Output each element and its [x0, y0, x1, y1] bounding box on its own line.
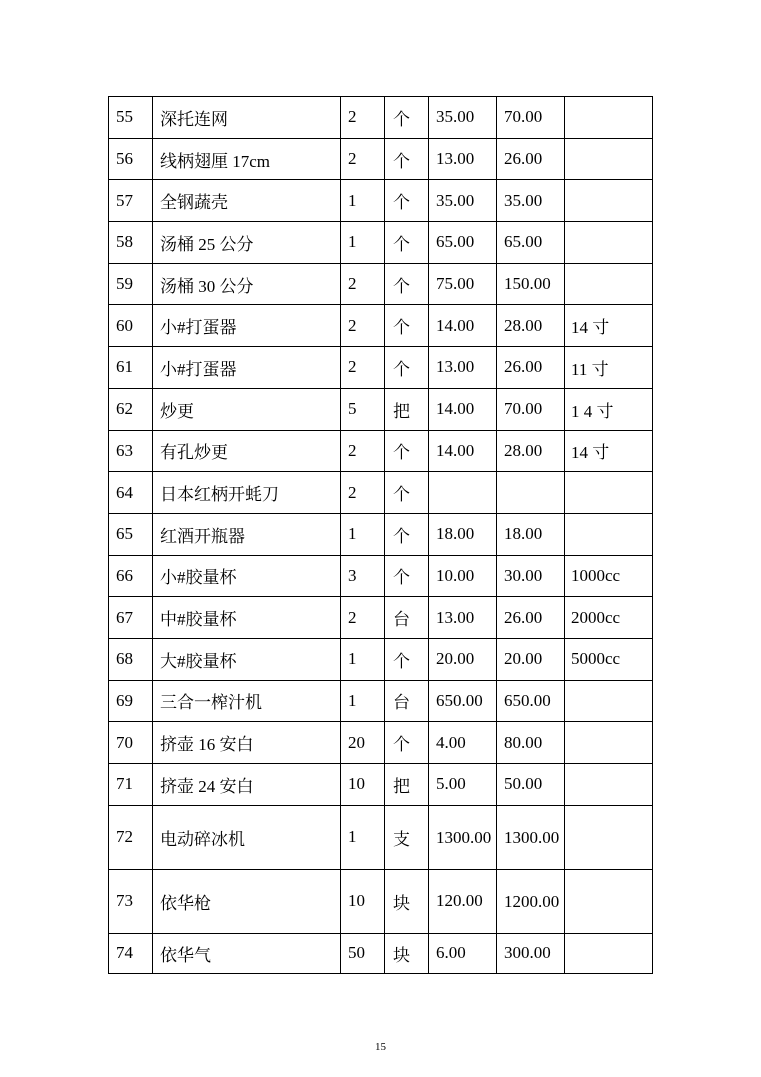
cell-no: 69 — [109, 680, 153, 722]
cell-note: 1 4 寸 — [565, 388, 653, 430]
cell-price: 1300.00 — [429, 805, 497, 869]
cell-name: 红酒开瓶器 — [153, 513, 341, 555]
cell-total: 1300.00 — [497, 805, 565, 869]
cell-unit: 台 — [385, 680, 429, 722]
cell-qty: 2 — [341, 97, 385, 139]
cell-no: 67 — [109, 597, 153, 639]
cell-price: 20.00 — [429, 638, 497, 680]
cell-unit: 把 — [385, 388, 429, 430]
cell-price: 5.00 — [429, 764, 497, 806]
cell-qty: 2 — [341, 138, 385, 180]
cell-no: 61 — [109, 347, 153, 389]
table-row — [109, 638, 653, 680]
cell-qty: 10 — [341, 764, 385, 806]
cell-name: 挤壶 16 安白 — [153, 722, 341, 764]
table-row — [109, 513, 653, 555]
cell-total: 150.00 — [497, 263, 565, 305]
cell-qty: 1 — [341, 180, 385, 222]
table-row — [109, 680, 653, 722]
cell-unit: 个 — [385, 222, 429, 264]
cell-qty: 3 — [341, 555, 385, 597]
page-number: 15 — [375, 1041, 386, 1053]
cell-note: 5000cc — [565, 638, 653, 680]
cell-price — [429, 472, 497, 514]
cell-no: 63 — [109, 430, 153, 472]
cell-total: 28.00 — [497, 430, 565, 472]
cell-note: 11 寸 — [565, 347, 653, 389]
table-row — [109, 305, 653, 347]
table-row — [109, 430, 653, 472]
cell-qty: 5 — [341, 388, 385, 430]
cell-unit: 个 — [385, 97, 429, 139]
cell-note — [565, 472, 653, 514]
cell-name: 小#胶量杯 — [153, 555, 341, 597]
cell-unit: 个 — [385, 472, 429, 514]
cell-no: 55 — [109, 97, 153, 139]
cell-name: 日本红柄开蚝刀 — [153, 472, 341, 514]
cell-unit: 块 — [385, 869, 429, 933]
cell-unit: 个 — [385, 347, 429, 389]
cell-note: 14 寸 — [565, 305, 653, 347]
cell-price: 4.00 — [429, 722, 497, 764]
table-row — [109, 597, 653, 639]
cell-no: 72 — [109, 805, 153, 869]
cell-total: 18.00 — [497, 513, 565, 555]
cell-total: 30.00 — [497, 555, 565, 597]
cell-no: 59 — [109, 263, 153, 305]
cell-qty: 20 — [341, 722, 385, 764]
cell-name: 挤壶 24 安白 — [153, 764, 341, 806]
cell-note — [565, 180, 653, 222]
table-row — [109, 97, 653, 139]
table-row — [109, 138, 653, 180]
cell-total: 300.00 — [497, 933, 565, 973]
cell-name: 小#打蛋器 — [153, 347, 341, 389]
cell-qty: 1 — [341, 513, 385, 555]
cell-name: 全钢蔬壳 — [153, 180, 341, 222]
cell-price: 14.00 — [429, 430, 497, 472]
cell-unit: 个 — [385, 513, 429, 555]
cell-qty: 2 — [341, 472, 385, 514]
cell-no: 74 — [109, 933, 153, 973]
cell-total: 70.00 — [497, 388, 565, 430]
cell-note — [565, 513, 653, 555]
cell-qty: 10 — [341, 869, 385, 933]
cell-qty: 2 — [341, 305, 385, 347]
table-row — [109, 472, 653, 514]
cell-total: 70.00 — [497, 97, 565, 139]
table-row — [109, 263, 653, 305]
cell-unit: 个 — [385, 638, 429, 680]
table-row — [109, 222, 653, 264]
cell-price: 35.00 — [429, 180, 497, 222]
inventory-table — [108, 96, 653, 974]
cell-note — [565, 222, 653, 264]
cell-note — [565, 933, 653, 973]
cell-note — [565, 263, 653, 305]
cell-price: 14.00 — [429, 388, 497, 430]
cell-no: 68 — [109, 638, 153, 680]
cell-unit: 支 — [385, 805, 429, 869]
cell-unit: 个 — [385, 722, 429, 764]
cell-total: 650.00 — [497, 680, 565, 722]
cell-unit: 个 — [385, 263, 429, 305]
cell-unit: 个 — [385, 555, 429, 597]
cell-note — [565, 138, 653, 180]
cell-name: 中#胶量杯 — [153, 597, 341, 639]
table-row — [109, 764, 653, 806]
cell-qty: 2 — [341, 430, 385, 472]
cell-name: 依华枪 — [153, 869, 341, 933]
cell-name: 三合一榨汁机 — [153, 680, 341, 722]
cell-unit: 台 — [385, 597, 429, 639]
cell-note — [565, 722, 653, 764]
table-row — [109, 805, 653, 869]
cell-note — [565, 764, 653, 806]
cell-name: 汤桶 30 公分 — [153, 263, 341, 305]
table-row — [109, 180, 653, 222]
cell-name: 有孔炒更 — [153, 430, 341, 472]
cell-note — [565, 680, 653, 722]
cell-unit: 个 — [385, 430, 429, 472]
cell-total: 35.00 — [497, 180, 565, 222]
cell-price: 18.00 — [429, 513, 497, 555]
cell-price: 65.00 — [429, 222, 497, 264]
cell-price: 120.00 — [429, 869, 497, 933]
table-row — [109, 933, 653, 973]
table-row — [109, 722, 653, 764]
cell-name: 汤桶 25 公分 — [153, 222, 341, 264]
cell-unit: 块 — [385, 933, 429, 973]
cell-qty: 2 — [341, 597, 385, 639]
cell-total: 26.00 — [497, 597, 565, 639]
table-row — [109, 555, 653, 597]
cell-note — [565, 97, 653, 139]
cell-no: 57 — [109, 180, 153, 222]
cell-total: 1200.00 — [497, 869, 565, 933]
cell-price: 35.00 — [429, 97, 497, 139]
cell-price: 13.00 — [429, 347, 497, 389]
cell-total — [497, 472, 565, 514]
cell-qty: 1 — [341, 638, 385, 680]
table-row — [109, 869, 653, 933]
cell-qty: 1 — [341, 805, 385, 869]
cell-no: 70 — [109, 722, 153, 764]
cell-qty: 1 — [341, 222, 385, 264]
cell-price: 650.00 — [429, 680, 497, 722]
cell-unit: 个 — [385, 305, 429, 347]
cell-note — [565, 805, 653, 869]
cell-name: 炒更 — [153, 388, 341, 430]
cell-price: 10.00 — [429, 555, 497, 597]
cell-unit: 个 — [385, 180, 429, 222]
cell-no: 58 — [109, 222, 153, 264]
cell-note — [565, 869, 653, 933]
cell-qty: 50 — [341, 933, 385, 973]
cell-name: 大#胶量杯 — [153, 638, 341, 680]
cell-total: 28.00 — [497, 305, 565, 347]
cell-price: 13.00 — [429, 138, 497, 180]
cell-no: 71 — [109, 764, 153, 806]
cell-unit: 把 — [385, 764, 429, 806]
cell-note: 2000cc — [565, 597, 653, 639]
cell-total: 65.00 — [497, 222, 565, 264]
table-row — [109, 388, 653, 430]
cell-note: 1000cc — [565, 555, 653, 597]
cell-total: 20.00 — [497, 638, 565, 680]
cell-qty: 2 — [341, 347, 385, 389]
cell-total: 26.00 — [497, 347, 565, 389]
cell-no: 73 — [109, 869, 153, 933]
cell-total: 50.00 — [497, 764, 565, 806]
cell-name: 线柄翅厘 17cm — [153, 138, 341, 180]
cell-no: 64 — [109, 472, 153, 514]
cell-no: 56 — [109, 138, 153, 180]
table-row — [109, 347, 653, 389]
cell-price: 75.00 — [429, 263, 497, 305]
cell-name: 小#打蛋器 — [153, 305, 341, 347]
cell-no: 66 — [109, 555, 153, 597]
cell-no: 62 — [109, 388, 153, 430]
cell-name: 深托连网 — [153, 97, 341, 139]
cell-total: 80.00 — [497, 722, 565, 764]
cell-price: 13.00 — [429, 597, 497, 639]
cell-unit: 个 — [385, 138, 429, 180]
cell-price: 6.00 — [429, 933, 497, 973]
cell-qty: 2 — [341, 263, 385, 305]
cell-note: 14 寸 — [565, 430, 653, 472]
cell-no: 60 — [109, 305, 153, 347]
cell-total: 26.00 — [497, 138, 565, 180]
cell-name: 电动碎冰机 — [153, 805, 341, 869]
cell-qty: 1 — [341, 680, 385, 722]
cell-name: 依华气 — [153, 933, 341, 973]
cell-price: 14.00 — [429, 305, 497, 347]
cell-no: 65 — [109, 513, 153, 555]
